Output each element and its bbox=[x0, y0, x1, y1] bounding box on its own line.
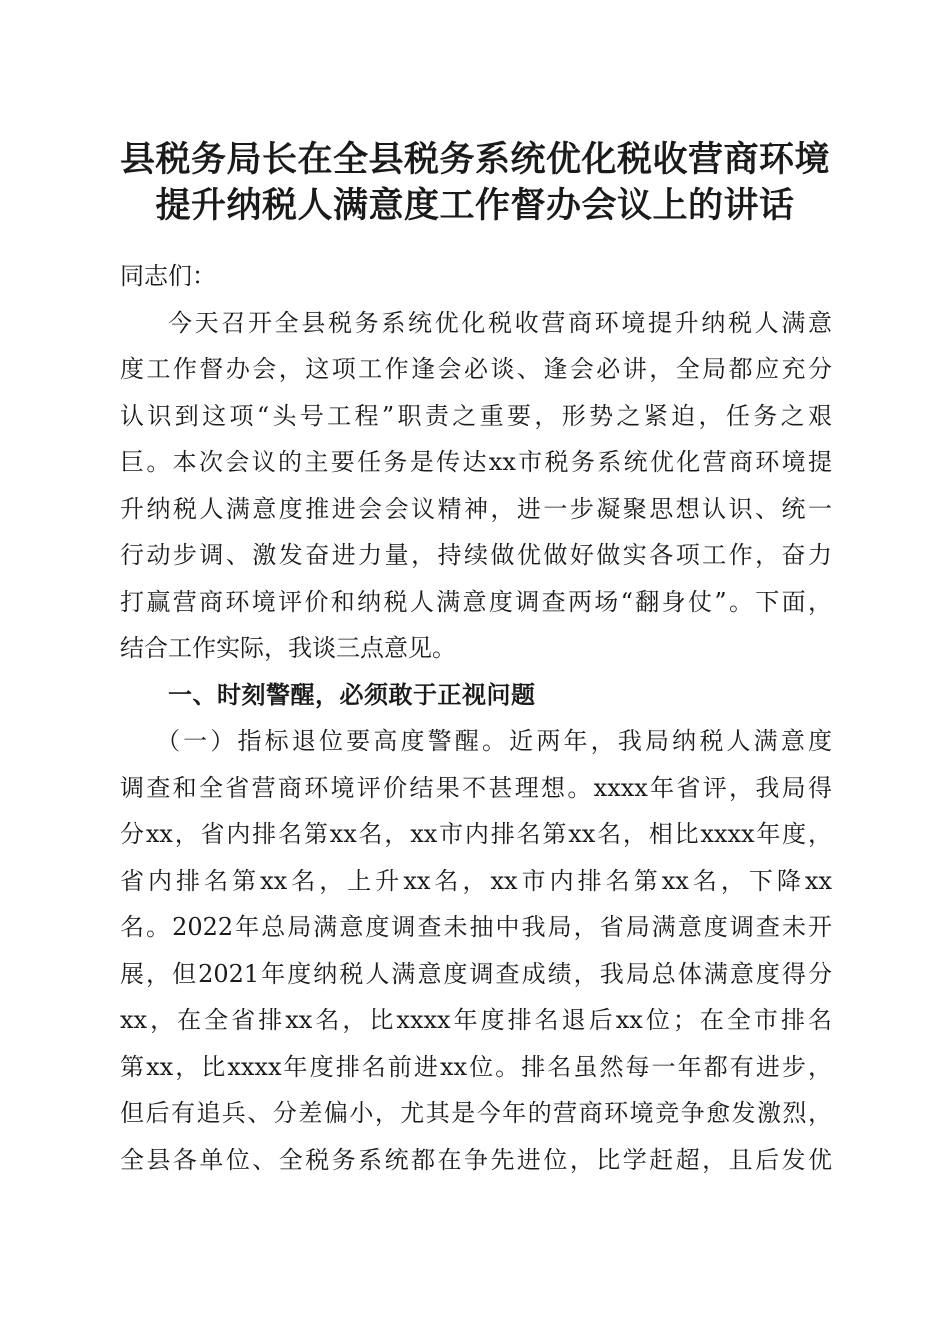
paragraph-line: 打赢营商环境评价和纳税人满意度调查两场“翻身仗”。下面， bbox=[120, 587, 832, 616]
paragraph-line: 度工作督办会，这项工作逢会必谈、逢会必讲，全局都应充分 bbox=[120, 355, 832, 383]
paragraph-line: 名。2022年总局满意度调查未抽中我局，省局满意度调查未开 bbox=[120, 913, 832, 941]
paragraph-line: 认识到这项“头号工程”职责之重要，形势之紧迫，任务之艰 bbox=[120, 401, 832, 430]
document-body bbox=[120, 253, 832, 1183]
section-heading-1: 一、时刻警醒，必须敢于正视问题 bbox=[168, 680, 536, 709]
salutation: 同志们： bbox=[120, 262, 216, 290]
document-title-line-1: 县税务局长在全县税务系统优化税收营商环境 bbox=[119, 140, 830, 180]
paragraph-indicator-decline bbox=[120, 718, 832, 1183]
paragraph-intro bbox=[120, 300, 832, 672]
paragraph-line: 行动步调、激发奋进力量，持续做优做好做实各项工作，奋力 bbox=[120, 541, 832, 569]
paragraph-line: xx，在全省排xx名，比xxxx年度排名退后xx位；在全市排名 bbox=[120, 1006, 832, 1034]
paragraph-line: 全县各单位、全税务系统都在争先进位，比学赶超，且后发优 bbox=[120, 1145, 832, 1174]
paragraph-line: 升纳税人满意度推进会会议精神，进一步凝聚思想认识、统一 bbox=[120, 494, 832, 523]
paragraph-line: 第xx，比xxxx年度排名前进xx位。排名虽然每一年都有进步， bbox=[120, 1052, 832, 1081]
document-title-line-2: 提升纳税人满意度工作督办会议上的讲话 bbox=[155, 186, 795, 226]
paragraph-line: 巨。本次会议的主要任务是传达xx市税务系统优化营商环境提 bbox=[120, 448, 832, 476]
paragraph-line: 但后有追兵、分差偏小，尤其是今年的营商环境竞争愈发激烈， bbox=[120, 1099, 832, 1127]
paragraph-line: 展，但2021年度纳税人满意度调查成绩，我局总体满意度得分 bbox=[120, 959, 832, 988]
paragraph-line: 今天召开全县税务系统优化税收营商环境提升纳税人满意 bbox=[168, 308, 832, 337]
paragraph-line: 结合工作实际，我谈三点意见。 bbox=[120, 634, 456, 662]
paragraph-line: 省内排名第xx名，上升xx名，xx市内排名第xx名，下降xx bbox=[120, 866, 832, 895]
paragraph-line: 调查和全省营商环境评价结果不甚理想。xxxx年省评，我局得 bbox=[120, 773, 832, 802]
paragraph-line: （一）指标退位要高度警醒。近两年，我局纳税人满意度 bbox=[156, 727, 832, 755]
paragraph-line: 分xx，省内排名第xx名，xx市内排名第xx名，相比xxxx年度， bbox=[120, 820, 832, 848]
